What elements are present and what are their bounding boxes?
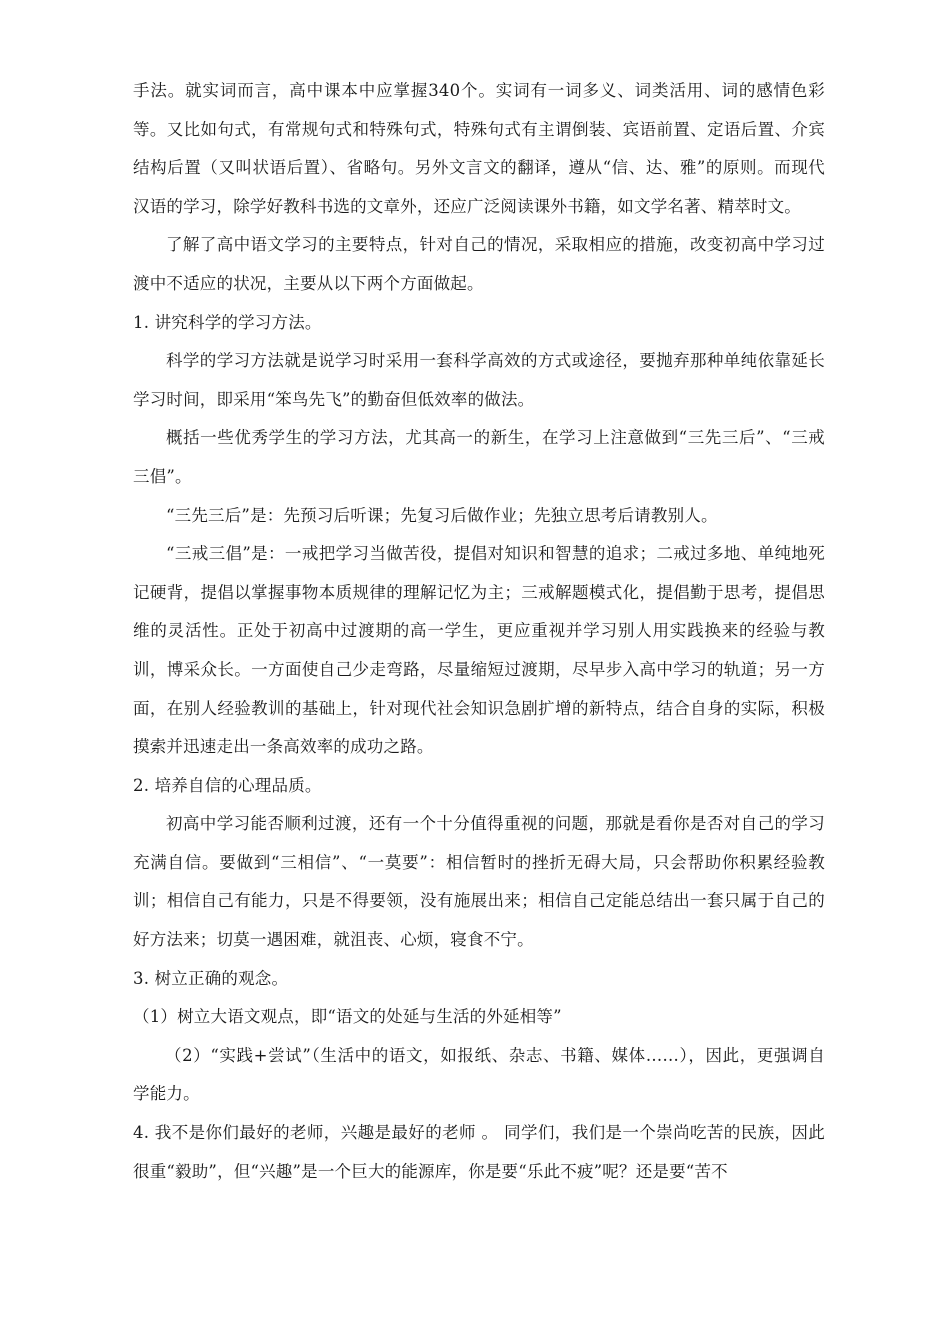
paragraph-three-first-three-after: “三先三后”是：先预习后听课；先复习后做作业；先独立思考后请教别人。 [166,505,718,525]
paragraph-interest: 4. 我不是你们最好的老师，兴趣是最好的老师 。 同学们，我们是一个崇尚吃苦的民族，因此很重“毅助”，但“兴趣”是一个巨大的能源库，你是要“乐此不疲”呢？还是要“苦不 [133,1123,825,1181]
heading-confidence: 2. 培养自信的心理品质。 [133,775,322,795]
paragraph-study-method: 科学的学习方法就是说学习时采用一套科学高效的方式或途径，要抛弃那种单纯依靠延长学习时间，即采用“笨鸟先飞”的勤奋但低效率的做法。 [133,351,825,409]
paragraph-top-students: 概括一些优秀学生的学习方法，尤其高一的新生，在学习上注意做到“三先三后”、“三戒三倡”。 [133,428,825,486]
paragraph-concept-2: （2）“实践+尝试”（生活中的语文，如报纸、杂志、书籍、媒体……），因此，更强调自学能力。 [133,1045,825,1104]
paragraph-transition-intro: 了解了高中语文学习的主要特点，针对自己的情况，采取相应的措施，改变初高中学习过渡中不适应的状况，主要从以下两个方面做起。 [133,235,825,293]
heading-study-method: 1. 讲究科学的学习方法。 [133,312,322,332]
paragraph-three-avoid-three-advocate: “三戒三倡”是：一戒把学习当做苦役，提倡对知识和智慧的追求；二戒过多地、单纯地死记硬背，提倡以掌握事物本质规律的理解记忆为主；三戒解题模式化，提倡勤于思考，提倡思维的灵活性。正处于初高中过渡期的高一学生，更应重视并学习别人用实践换来的经验与教训，博采众长。一方面使自己少走弯路，尽量缩短过渡期，尽早步入高中学习的轨道；另一方面，在别人经验教训的基础上，针对现代社会知识急剧扩增的新特点，结合自身的实际，积极摸索并迅速走出一条高效率的成功之路。 [133,544,825,757]
paragraph-classical-chinese: 手法。就实词而言，高中课本中应掌握340个。实词有一词多义、词类活用、词的感情色彩等。又比如句式，有常规句式和特殊句式，特殊句式有主谓倒装、宾语前置、定语后置、介宾结构后置（又叫状语后置）、省略句。另外文言文的翻译，遵从“信、达、雅”的原则。而现代汉语的学习，除学好教科书选的文章外，还应广泛阅读课外书籍，如文学名著、精萃时文。 [133,81,825,216]
paragraph-concept-1: （1）树立大语文观点，即“语文的处延与生活的外延相等” [133,1007,562,1027]
paragraph-confidence: 初高中学习能否顺利过渡，还有一个十分值得重视的问题，那就是看你是否对自己的学习充满自信。要做到“三相信”、“一莫要”：相信暂时的挫折无碍大局，只会帮助你积累经验教训；相信自己有能力，只是不得要领，没有施展出来；相信自己定能总结出一套只属于自己的好方法来；切莫一遇困难，就沮丧、心烦，寝食不宁。 [133,814,825,950]
heading-correct-concepts: 3. 树立正确的观念。 [133,968,289,988]
document-body [133,72,825,1191]
